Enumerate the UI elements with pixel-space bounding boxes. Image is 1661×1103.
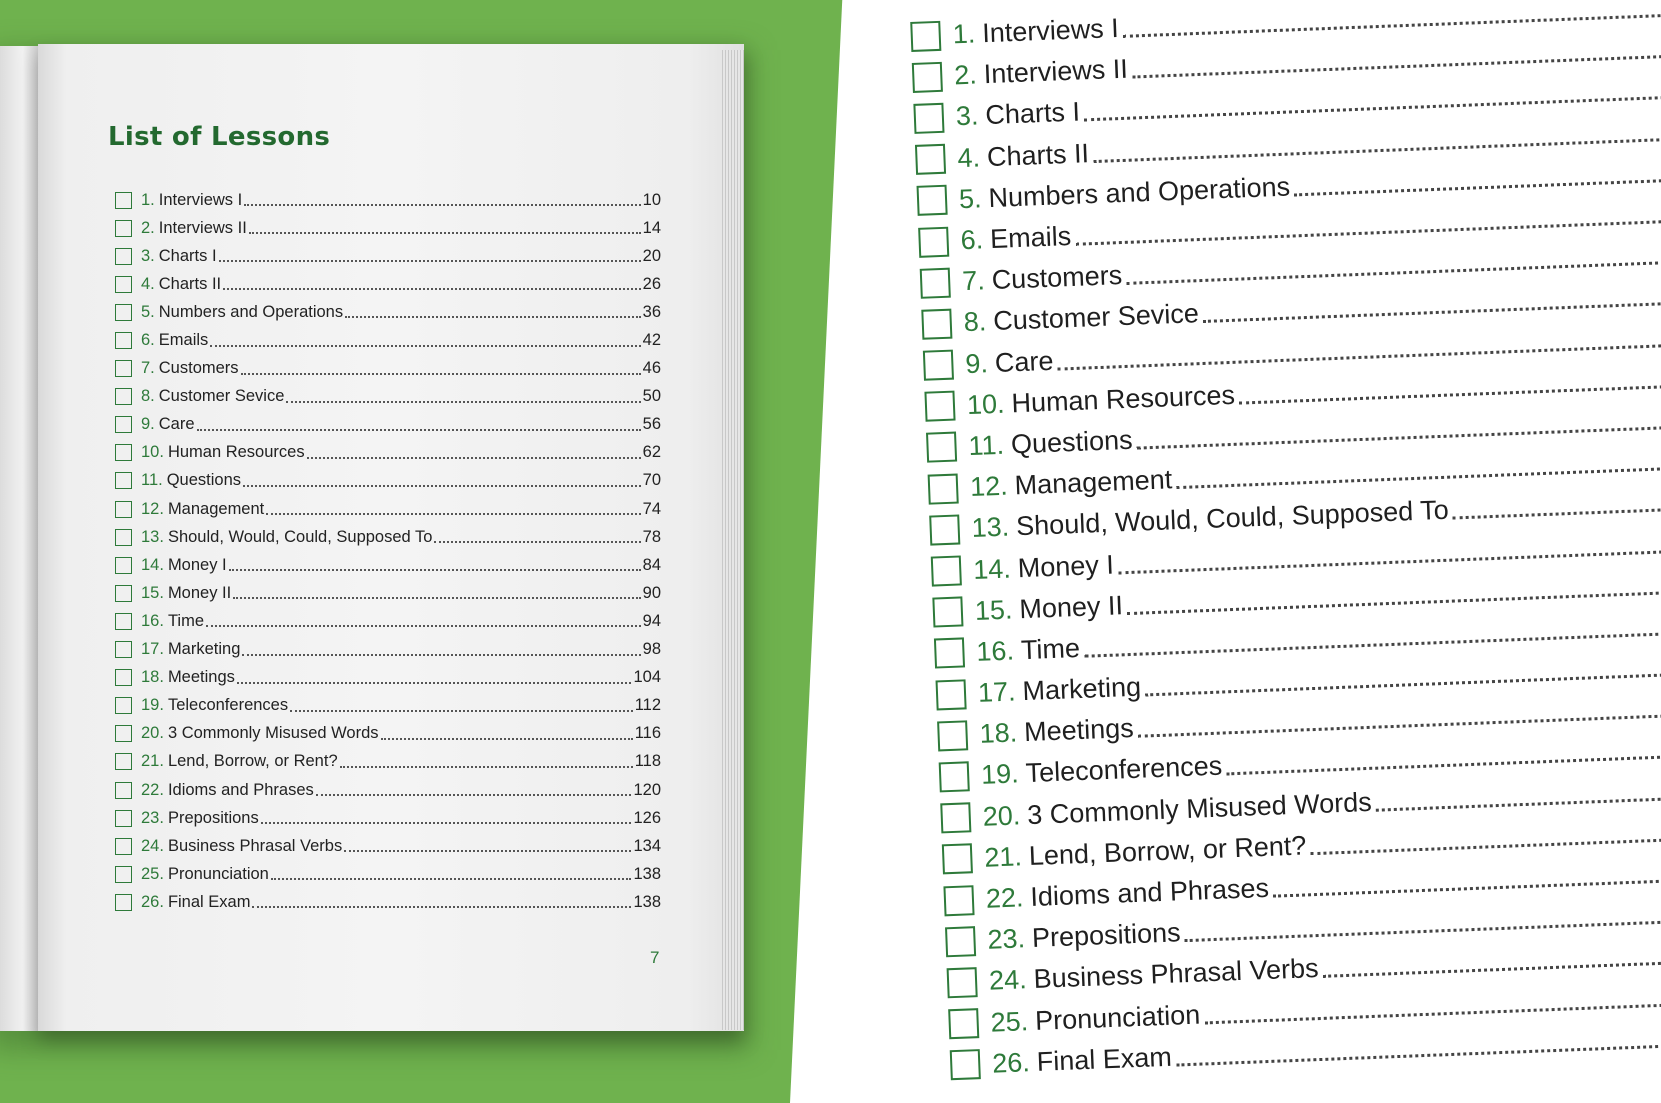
- zoom-item-checkbox[interactable]: [936, 679, 967, 710]
- toc-item-page: 118: [634, 752, 661, 771]
- zoom-item-label: Pronunciation: [1034, 999, 1201, 1036]
- toc-item-leader-dots: [237, 682, 632, 684]
- toc-item-label: Customer Sevice: [158, 387, 285, 406]
- zoom-item-checkbox[interactable]: [926, 432, 957, 463]
- toc-item-row: [115, 383, 661, 411]
- toc-item-number: 6.: [141, 331, 155, 350]
- toc-item-label: Management: [167, 499, 265, 518]
- zoom-item-label: Lend, Borrow, or Rent?: [1028, 830, 1307, 871]
- zoom-item-label: Questions: [1010, 424, 1134, 460]
- toc-item-leader-dots: [219, 260, 641, 262]
- zoom-item-checkbox[interactable]: [921, 309, 952, 340]
- toc-item-page: 90: [642, 583, 661, 602]
- toc-item-checkbox[interactable]: [115, 641, 132, 658]
- zoom-item-leader-dots: [1311, 832, 1661, 855]
- toc-item-row: [115, 607, 661, 635]
- toc-item-page: 116: [634, 724, 661, 743]
- toc-item-leader-dots: [307, 457, 641, 459]
- zoom-item-checkbox[interactable]: [915, 144, 946, 175]
- toc-item-page: 98: [642, 640, 661, 659]
- toc-item-leader-dots: [244, 204, 640, 206]
- toc-item-row: [115, 242, 661, 270]
- zoom-item-checkbox[interactable]: [948, 1008, 979, 1039]
- toc-item-row: [115, 776, 661, 804]
- toc-item-number: 15.: [141, 583, 164, 602]
- zoom-item-number: 15.: [974, 594, 1013, 626]
- toc-item-page: 112: [634, 696, 661, 715]
- zoom-item-number: 19.: [980, 758, 1020, 791]
- zoom-item-label: Prepositions: [1031, 917, 1182, 954]
- zoom-item-number: 6.: [960, 224, 984, 256]
- toc-item-checkbox[interactable]: [115, 838, 132, 855]
- toc-item-checkbox[interactable]: [115, 220, 132, 237]
- toc-item-page: 10: [642, 190, 661, 209]
- zoom-item-checkbox[interactable]: [937, 720, 968, 751]
- toc-item-leader-dots: [243, 485, 641, 487]
- toc-item-row: [115, 523, 661, 551]
- toc-item-label: Pronunciation: [167, 864, 269, 883]
- toc-item-checkbox[interactable]: [115, 192, 132, 209]
- toc-item-page: 94: [642, 611, 661, 630]
- zoom-item-number: 26.: [991, 1046, 1031, 1079]
- toc-item-label: Customers: [158, 359, 239, 378]
- zoom-item-number: 25.: [990, 1005, 1029, 1038]
- toc-item-row: [115, 186, 661, 214]
- zoom-item-checkbox[interactable]: [923, 350, 954, 381]
- toc-item-row: [115, 326, 661, 354]
- toc-item-row: [115, 664, 661, 692]
- toc-item-number: 13.: [141, 527, 164, 546]
- toc-item-leader-dots: [252, 906, 631, 908]
- toc-item-row: [115, 551, 661, 579]
- zoom-item-label: Care: [994, 345, 1054, 378]
- zoom-item-number: 5.: [958, 183, 983, 215]
- toc-item-number: 22.: [141, 780, 164, 799]
- toc-item-leader-dots: [206, 625, 641, 627]
- zoom-item-number: 4.: [956, 142, 981, 173]
- zoom-item-number: 23.: [986, 923, 1026, 955]
- zoom-item-label: Meetings: [1023, 713, 1135, 748]
- zoom-item-label: Interviews I: [981, 13, 1120, 49]
- zoom-item-checkbox[interactable]: [942, 844, 973, 875]
- toc-item-row: [115, 720, 661, 748]
- toc-item-page: 84: [642, 555, 661, 574]
- toc-item-number: 18.: [141, 668, 164, 687]
- zoom-item-number: 7.: [961, 265, 986, 297]
- toc-item-checkbox[interactable]: [115, 557, 132, 574]
- toc-item-checkbox[interactable]: [115, 472, 132, 489]
- zoom-item-label: Customers: [991, 260, 1123, 296]
- toc-item-label: Prepositions: [167, 808, 259, 827]
- toc-item-page: 120: [633, 780, 661, 799]
- zoom-item-number: 1.: [952, 18, 976, 50]
- toc-item-page: 46: [642, 359, 661, 378]
- toc-item-checkbox[interactable]: [115, 894, 132, 911]
- toc-item-leader-dots: [344, 850, 631, 852]
- toc-item-page: 138: [633, 864, 661, 883]
- zoom-item-checkbox[interactable]: [912, 62, 943, 93]
- toc-item-label: Time: [167, 611, 204, 630]
- toc-item-row: [115, 495, 661, 523]
- toc-item-row: [115, 214, 661, 242]
- toc-item-page: 134: [633, 836, 661, 855]
- toc-item-label: Marketing: [167, 640, 241, 659]
- zoom-item-checkbox[interactable]: [939, 761, 970, 792]
- toc-item-number: 7.: [141, 359, 155, 378]
- toc-item-checkbox[interactable]: [115, 501, 132, 518]
- zoom-item-checkbox[interactable]: [947, 967, 978, 998]
- toc-item-page: 20: [642, 246, 661, 265]
- toc-item-leader-dots: [266, 513, 640, 515]
- toc-item-page: 74: [642, 499, 661, 518]
- zoom-item-label: Charts II: [986, 137, 1090, 172]
- toc-item-label: Questions: [166, 471, 242, 490]
- toc-item-checkbox[interactable]: [115, 332, 132, 349]
- toc-item-checkbox[interactable]: [115, 697, 132, 714]
- toc-item-row: [115, 888, 661, 916]
- toc-item-label: Numbers and Operations: [158, 302, 344, 321]
- zoom-item-label: Marketing: [1021, 671, 1142, 707]
- zoom-item-label: Interviews II: [983, 53, 1129, 90]
- zoom-item-label: 3 Commonly Misused Words: [1026, 786, 1373, 830]
- toc-item-number: 23.: [141, 808, 164, 827]
- toc-item-row: [115, 860, 661, 888]
- toc-item-number: 12.: [141, 499, 164, 518]
- toc-item-leader-dots: [233, 597, 640, 599]
- toc-item-page: 70: [642, 471, 661, 490]
- zoom-item-checkbox[interactable]: [932, 597, 963, 628]
- toc-item-label: Interviews II: [158, 218, 247, 237]
- toc-item-number: 3.: [141, 246, 155, 265]
- toc-item-checkbox[interactable]: [115, 725, 132, 742]
- toc-item-checkbox[interactable]: [115, 416, 132, 433]
- zoom-item-label: Teleconferences: [1025, 751, 1223, 789]
- toc-item-page: 50: [642, 387, 661, 406]
- toc-item-leader-dots: [197, 429, 641, 431]
- zoom-item-number: 24.: [988, 964, 1028, 997]
- toc-item-number: 21.: [141, 752, 164, 771]
- toc-item-label: Meetings: [167, 668, 235, 687]
- zoom-item-leader-dots: [1273, 873, 1661, 898]
- zoom-item-checkbox[interactable]: [920, 267, 951, 298]
- zoom-item-checkbox[interactable]: [929, 514, 960, 545]
- toc-item-leader-dots: [381, 738, 633, 740]
- zoom-item-checkbox[interactable]: [934, 638, 965, 669]
- toc-item-leader-dots: [290, 710, 633, 712]
- toc-item-checkbox[interactable]: [115, 613, 132, 630]
- toc-item-label: Emails: [158, 331, 209, 350]
- zoom-item-label: Numbers and Operations: [987, 171, 1291, 213]
- toc-item-label: Human Resources: [167, 443, 305, 462]
- toc-item-row: [115, 692, 661, 720]
- zoom-item-number: 9.: [964, 347, 989, 379]
- toc-item-leader-dots: [434, 541, 640, 543]
- zoom-item-checkbox[interactable]: [943, 885, 974, 916]
- toc-item-label: Final Exam: [167, 892, 251, 911]
- zoom-item-label: Business Phrasal Verbs: [1033, 953, 1320, 995]
- toc-item-number: 17.: [141, 640, 164, 659]
- toc-item-row: [115, 804, 661, 832]
- toc-item-leader-dots: [261, 822, 632, 824]
- toc-item-checkbox[interactable]: [115, 753, 132, 770]
- zoom-item-number: 20.: [982, 800, 1021, 832]
- toc-item-number: 11.: [141, 471, 163, 490]
- zoom-item-number: 21.: [983, 841, 1023, 873]
- zoom-item-label: Charts I: [984, 97, 1081, 131]
- zoom-item-label: Emails: [989, 221, 1072, 255]
- zoom-toc-list: [910, 0, 1661, 1086]
- toc-item-leader-dots: [249, 232, 641, 234]
- zoom-item-number: 16.: [975, 635, 1015, 667]
- toc-item-page: 126: [633, 808, 661, 827]
- toc-item-leader-dots: [286, 401, 640, 403]
- toc-item-label: Business Phrasal Verbs: [167, 836, 343, 855]
- zoom-item-number: 17.: [977, 676, 1017, 708]
- toc-item-label: Money II: [167, 583, 232, 602]
- zoom-item-checkbox[interactable]: [924, 391, 955, 422]
- toc-item-leader-dots: [210, 345, 640, 347]
- toc-item-row: [115, 832, 661, 860]
- toc-title: List of Lessons: [108, 122, 331, 152]
- toc-item-checkbox[interactable]: [115, 866, 132, 883]
- toc-item-leader-dots: [271, 878, 632, 880]
- toc-item-page: 104: [633, 668, 661, 687]
- zoom-item-label: Time: [1020, 632, 1081, 666]
- toc-item-number: 14.: [141, 555, 164, 574]
- zoom-item-checkbox[interactable]: [928, 473, 959, 504]
- toc-item-page: 14: [642, 218, 661, 237]
- page-stack-edge: [720, 50, 744, 1030]
- toc-item-label: Should, Would, Could, Supposed To: [167, 527, 433, 546]
- zoom-item-leader-dots: [1239, 379, 1661, 404]
- zoom-item-number: 12.: [969, 470, 1009, 503]
- toc-item-number: 19.: [141, 696, 164, 715]
- zoom-item-label: Human Resources: [1010, 379, 1236, 419]
- page-number: 7: [650, 948, 660, 967]
- zoom-item-number: 11.: [967, 429, 1005, 462]
- toc-item-row: [115, 411, 661, 439]
- toc-item-label: Lend, Borrow, or Rent?: [167, 752, 338, 771]
- toc-item-checkbox[interactable]: [115, 529, 132, 546]
- zoom-item-number: 10.: [966, 388, 1006, 420]
- toc-item-label: Money I: [167, 555, 227, 574]
- toc-item-row: [115, 748, 661, 776]
- zoom-item-checkbox[interactable]: [910, 20, 941, 51]
- zoom-item-checkbox[interactable]: [918, 226, 949, 257]
- toc-item-number: 16.: [141, 611, 164, 630]
- zoom-item-label: Money I: [1017, 549, 1115, 583]
- zoom-item-label: Final Exam: [1036, 1041, 1173, 1077]
- toc-item-number: 2.: [141, 218, 155, 237]
- toc-item-label: Care: [158, 415, 195, 434]
- toc-item-checkbox[interactable]: [115, 810, 132, 827]
- toc-item-leader-dots: [340, 766, 633, 768]
- toc-item-checkbox[interactable]: [115, 304, 132, 321]
- zoom-item-label: Idioms and Phrases: [1029, 872, 1270, 913]
- toc-item-label: Charts II: [158, 274, 222, 293]
- toc-item-row: [115, 355, 661, 383]
- toc-item-checkbox[interactable]: [115, 669, 132, 686]
- toc-item-page: 138: [633, 892, 661, 911]
- zoom-item-number: 8.: [963, 306, 987, 338]
- toc-item-checkbox[interactable]: [115, 276, 132, 293]
- toc-item-page: 62: [642, 443, 661, 462]
- zoom-item-checkbox[interactable]: [940, 802, 971, 833]
- toc-item-checkbox[interactable]: [115, 248, 132, 265]
- facing-page-edge: [0, 46, 38, 1031]
- zoom-item-label: Money II: [1018, 589, 1124, 624]
- toc-item-checkbox[interactable]: [115, 782, 132, 799]
- toc-item-checkbox[interactable]: [115, 388, 132, 405]
- zoom-item-checkbox[interactable]: [931, 555, 962, 586]
- zoom-item-label: Customer Sevice: [992, 298, 1200, 337]
- zoom-item-checkbox[interactable]: [950, 1049, 981, 1080]
- zoom-item-checkbox[interactable]: [917, 185, 948, 216]
- toc-item-leader-dots: [223, 288, 641, 290]
- zoom-item-number: 13.: [971, 511, 1010, 544]
- toc-item-label: Interviews I: [158, 190, 243, 209]
- toc-item-number: 9.: [141, 415, 155, 434]
- toc-list: [115, 186, 661, 916]
- toc-item-number: 26.: [141, 892, 164, 911]
- toc-item-number: 25.: [141, 864, 164, 883]
- zoom-item-leader-dots: [1376, 791, 1661, 812]
- toc-item-page: 78: [642, 527, 661, 546]
- toc-item-label: Charts I: [158, 246, 217, 265]
- zoom-item-number: 2.: [953, 59, 978, 91]
- toc-item-row: [115, 298, 661, 326]
- toc-item-label: Teleconferences: [167, 696, 289, 715]
- toc-item-leader-dots: [241, 373, 641, 375]
- zoom-item-number: 22.: [985, 882, 1025, 914]
- zoom-item-label: Management: [1014, 464, 1173, 501]
- zoom-item-number: 3.: [955, 100, 979, 132]
- zoom-item-leader-dots: [1294, 173, 1661, 196]
- zoom-item-number: 18.: [979, 717, 1018, 750]
- toc-item-leader-dots: [316, 794, 632, 796]
- toc-item-row: [115, 270, 661, 298]
- toc-item-row: [115, 439, 661, 467]
- zoom-item-checkbox[interactable]: [913, 103, 944, 134]
- toc-item-number: 5.: [141, 302, 155, 321]
- toc-item-page: 42: [642, 331, 661, 350]
- toc-item-label: 3 Commonly Misused Words: [167, 724, 379, 743]
- zoom-item-number: 14.: [972, 553, 1012, 585]
- toc-item-row: [115, 636, 661, 664]
- toc-item-page: 26: [642, 274, 661, 293]
- zoom-item-leader-dots: [1323, 955, 1661, 978]
- toc-item-leader-dots: [229, 569, 641, 571]
- toc-item-leader-dots: [345, 316, 641, 318]
- toc-item-number: 10.: [141, 443, 164, 462]
- toc-item-checkbox[interactable]: [115, 360, 132, 377]
- toc-item-number: 8.: [141, 387, 155, 406]
- toc-item-page: 56: [642, 415, 661, 434]
- toc-item-checkbox[interactable]: [115, 444, 132, 461]
- zoom-item-leader-dots: [1453, 502, 1661, 519]
- toc-item-number: 4.: [141, 274, 155, 293]
- toc-item-leader-dots: [242, 654, 640, 656]
- zoom-item-checkbox[interactable]: [945, 926, 976, 957]
- toc-item-checkbox[interactable]: [115, 585, 132, 602]
- toc-item-page: 36: [642, 302, 661, 321]
- toc-item-number: 20.: [141, 724, 164, 743]
- toc-item-row: [115, 467, 661, 495]
- toc-item-number: 24.: [141, 836, 164, 855]
- toc-item-row: [115, 579, 661, 607]
- toc-item-number: 1.: [141, 190, 155, 209]
- zoom-item-label: Should, Would, Could, Supposed To: [1015, 495, 1450, 542]
- toc-item-label: Idioms and Phrases: [167, 780, 314, 799]
